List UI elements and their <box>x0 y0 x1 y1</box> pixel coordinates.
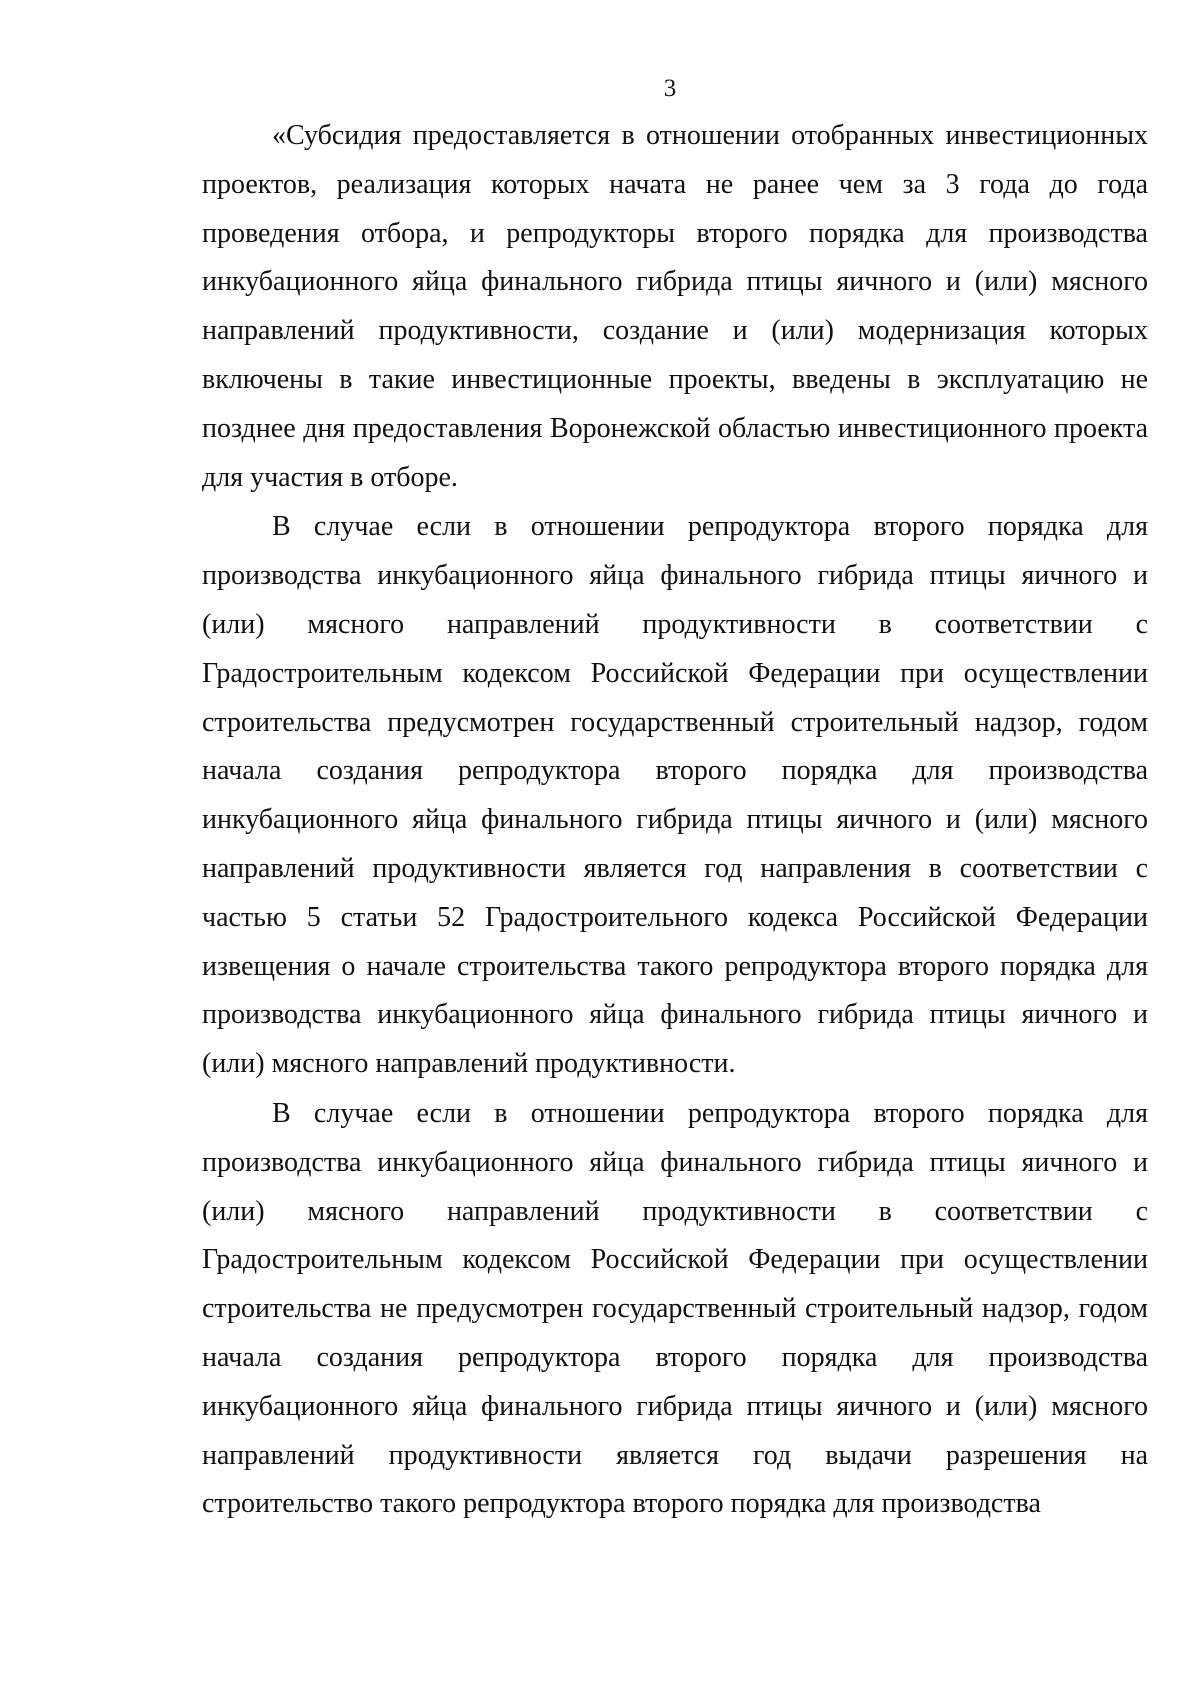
paragraph-state-supervision-not-provided: В случае если в отношении репродуктора второго порядка для производства инкубационного яйца финального гибрида птицы яичного и (или) мясного направлений продуктивности в соответствии с Градостроительным кодексом Российской Федерации при осуществлении строительства не предусмотрен государственный строительный надзор, годом начала создания репродуктора второго порядка для производства инкубационного яйца финального гибрида птицы яичного и (или) мясного направлений продуктивности является год выдачи разрешения на строительство такого репродуктора второго порядка для производства <box>202 1097 1148 1520</box>
paragraph-subsidy-conditions: «Субсидия предоставляется в отношении отобранных инвестиционных проектов, реализация которых начата не ранее чем за 3 года до года проведения отбора, и репродукторы второго порядка для производства инкубационного яйца финального гибрида птицы яичного и (или) мясного направлений продуктивности, создание и (или) модернизация которых включены в такие инвестиционные проекты, введены в эксплуатацию не позднее дня предоставления Воронежской областью инвестиционного проекта для участия в отборе. <box>202 120 1148 493</box>
document-body <box>202 112 1148 1530</box>
page-number: 3 <box>663 75 677 102</box>
paragraph-state-supervision-provided: В случае если в отношении репродуктора второго порядка для производства инкубационного яйца финального гибрида птицы яичного и (или) мясного направлений продуктивности в соответствии с Градостроительным кодексом Российской Федерации при осуществлении строительства предусмотрен государственный строительный надзор, годом начала создания репродуктора второго порядка для производства инкубационного яйца финального гибрида птицы яичного и (или) мясного направлений продуктивности является год направления в соответствии с частью 5 статьи 52 Градостроительного кодекса Российской Федерации извещения о начале строительства такого репродуктора второго порядка для производства инкубационного яйца финального гибрида птицы яичного и (или) мясного направлений продуктивности. <box>202 511 1148 1080</box>
